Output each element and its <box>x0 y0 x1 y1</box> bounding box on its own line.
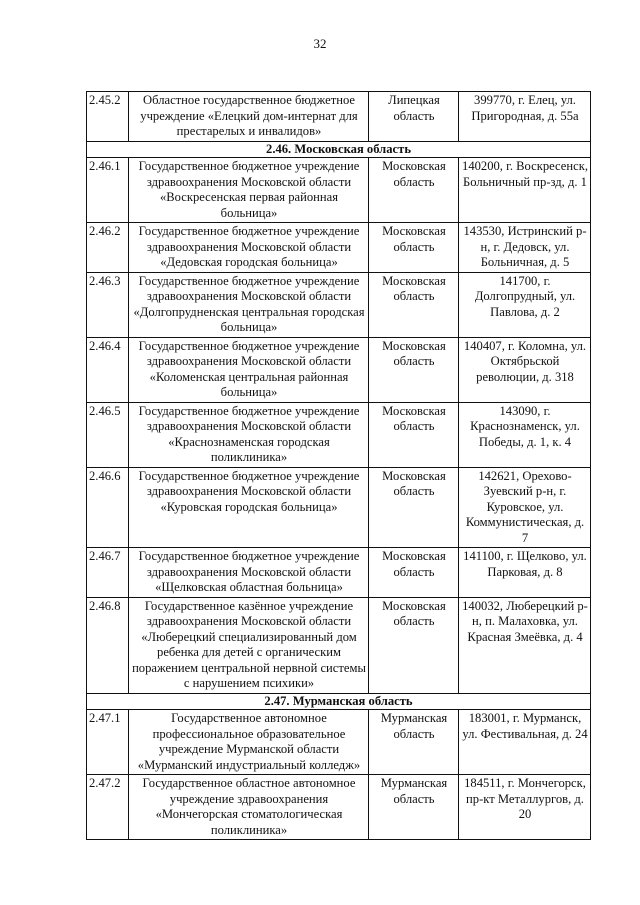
postal-address: 140032, Люберецкий р-н, п. Малаховка, ул. Красная Змеёвка, д. 4 <box>459 597 591 693</box>
postal-address: 142621, Орехово-Зуевский р-н, г. Куровское, ул. Коммунистическая, д. 7 <box>459 467 591 548</box>
region-name: Московская область <box>369 548 459 598</box>
table-row <box>87 223 591 273</box>
postal-address: 143530, Истринский р-н, г. Дедовск, ул. Больничная, д. 5 <box>459 223 591 273</box>
table-row <box>87 775 591 840</box>
row-number: 2.46.4 <box>87 337 129 402</box>
institution-name: Государственное областное автономное учреждение здравоохранения «Мончегорская стоматологическая поликлиника» <box>129 775 369 840</box>
table-row <box>87 467 591 548</box>
table-row <box>87 92 591 142</box>
institution-name: Государственное бюджетное учреждение здравоохранения Московской области «Щелковская областная больница» <box>129 548 369 598</box>
row-number: 2.46.6 <box>87 467 129 548</box>
region-name: Мурманская область <box>369 710 459 775</box>
row-number: 2.47.1 <box>87 710 129 775</box>
postal-address: 183001, г. Мурманск, ул. Фестивальная, д. 24 <box>459 710 591 775</box>
postal-address: 140407, г. Коломна, ул. Октябрьской революции, д. 318 <box>459 337 591 402</box>
institution-name: Государственное казённое учреждение здравоохранения Московской области «Люберецкий специализированный дом ребенка для детей с органическим поражением центральной нервной системы с нарушением психики» <box>129 597 369 693</box>
institution-name: Государственное бюджетное учреждение здравоохранения Московской области «Краснознаменская городская поликлиника» <box>129 402 369 467</box>
table-row <box>87 158 591 223</box>
section-header-row <box>87 141 591 158</box>
region-name: Московская область <box>369 158 459 223</box>
region-name: Мурманская область <box>369 775 459 840</box>
table-row <box>87 710 591 775</box>
row-number: 2.46.8 <box>87 597 129 693</box>
table-row <box>87 402 591 467</box>
row-number: 2.45.2 <box>87 92 129 142</box>
region-name: Московская область <box>369 597 459 693</box>
page-number: 32 <box>313 36 327 51</box>
postal-address: 184511, г. Мончегорск, пр-кт Металлургов, д. 20 <box>459 775 591 840</box>
table-row <box>87 272 591 337</box>
region-name: Московская область <box>369 337 459 402</box>
region-name: Московская область <box>369 272 459 337</box>
row-number: 2.47.2 <box>87 775 129 840</box>
institution-name: Областное государственное бюджетное учреждение «Елецкий дом-интернат для престарелых и инвалидов» <box>129 92 369 142</box>
row-number: 2.46.2 <box>87 223 129 273</box>
region-name: Московская область <box>369 402 459 467</box>
table-row <box>87 548 591 598</box>
row-number: 2.46.5 <box>87 402 129 467</box>
institution-name: Государственное бюджетное учреждение здравоохранения Московской области «Воскресенская первая районная больница» <box>129 158 369 223</box>
institution-name: Государственное бюджетное учреждение здравоохранения Московской области «Долгопрудненская центральная городская больница» <box>129 272 369 337</box>
institution-name: Государственное автономное профессиональное образовательное учреждение Мурманской области «Мурманский индустриальный колледж» <box>129 710 369 775</box>
institution-name: Государственное бюджетное учреждение здравоохранения Московской области «Коломенская центральная районная больница» <box>129 337 369 402</box>
section-title: 2.47. Мурманская область <box>87 693 591 710</box>
region-name: Московская область <box>369 223 459 273</box>
postal-address: 141100, г. Щелково, ул. Парковая, д. 8 <box>459 548 591 598</box>
institution-name: Государственное бюджетное учреждение здравоохранения Московской области «Куровская городская больница» <box>129 467 369 548</box>
region-name: Московская область <box>369 467 459 548</box>
section-header-row <box>87 693 591 710</box>
region-name: Липецкая область <box>369 92 459 142</box>
table-row <box>87 597 591 693</box>
postal-address: 399770, г. Елец, ул. Пригородная, д. 55а <box>459 92 591 142</box>
institution-name: Государственное бюджетное учреждение здравоохранения Московской области «Дедовская городская больница» <box>129 223 369 273</box>
row-number: 2.46.7 <box>87 548 129 598</box>
row-number: 2.46.1 <box>87 158 129 223</box>
postal-address: 141700, г. Долгопрудный, ул. Павлова, д. 2 <box>459 272 591 337</box>
section-title: 2.46. Московская область <box>87 141 591 158</box>
postal-address: 143090, г. Краснознаменск, ул. Победы, д. 1, к. 4 <box>459 402 591 467</box>
postal-address: 140200, г. Воскресенск, Больничный пр-зд, д. 1 <box>459 158 591 223</box>
table-body <box>87 92 591 840</box>
row-number: 2.46.3 <box>87 272 129 337</box>
table-row <box>87 337 591 402</box>
institutions-table <box>86 91 591 840</box>
